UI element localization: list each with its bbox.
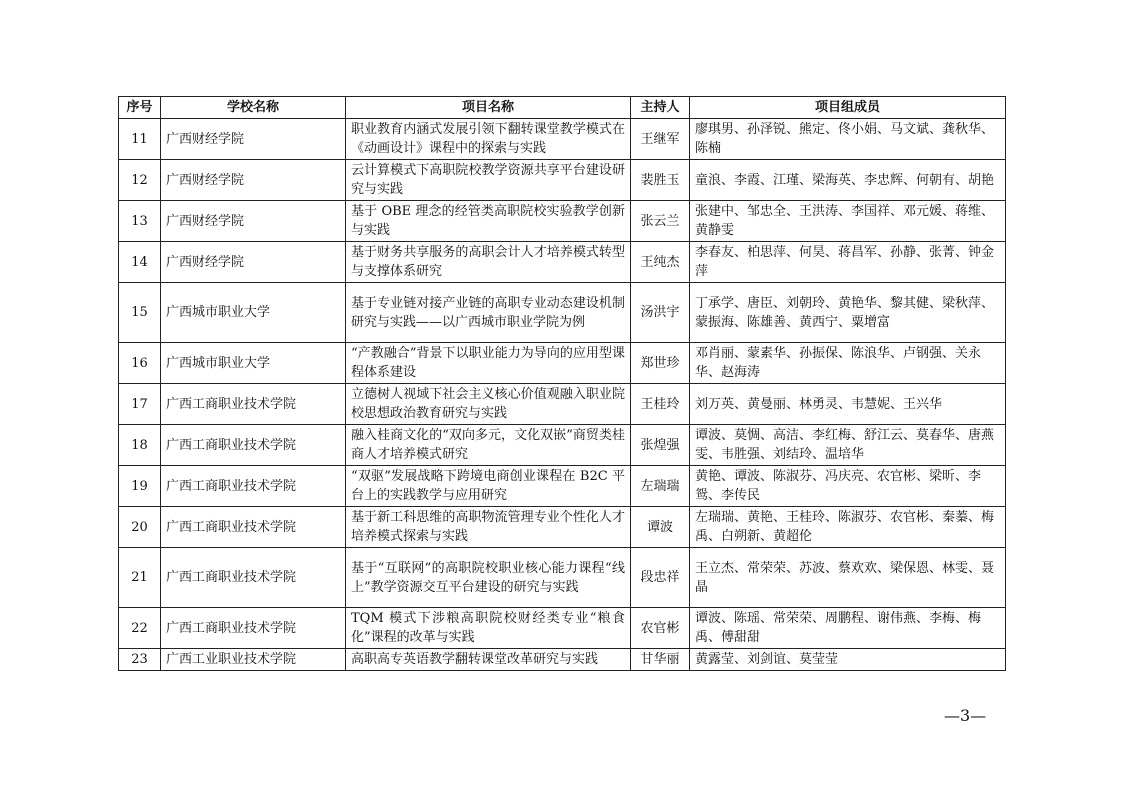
cell-serial-number: 23 — [119, 649, 161, 671]
cell-members: 谭波、陈瑶、常荣荣、周鹏程、谢伟燕、李梅、梅禹、傅甜甜 — [690, 608, 1006, 649]
cell-school-name: 广西财经学院 — [161, 201, 346, 242]
cell-project-name: 融入桂商文化的“双向多元，文化双嵌”商贸类桂商人才培养模式研究 — [346, 425, 631, 466]
cell-project-name: TQM 模式下涉粮高职院校财经类专业“粮食化”课程的改革与实践 — [346, 608, 631, 649]
cell-host: 张煌强 — [631, 425, 690, 466]
cell-project-name: 云计算模式下高职院校教学资源共享平台建设研究与实践 — [346, 160, 631, 201]
table-row — [119, 201, 1006, 242]
header-host: 主持人 — [631, 97, 690, 119]
cell-school-name: 广西工商职业技术学院 — [161, 548, 346, 608]
cell-host: 郑世珍 — [631, 343, 690, 384]
cell-members: 邓肖丽、蒙素华、孙振保、陈浪华、卢钢强、关永华、赵海涛 — [690, 343, 1006, 384]
cell-host: 段忠祥 — [631, 548, 690, 608]
cell-members: 黄艳、谭波、陈淑芬、冯庆亮、农官彬、梁昕、李鸳、李传民 — [690, 466, 1006, 507]
cell-serial-number: 19 — [119, 466, 161, 507]
cell-host: 汤洪宇 — [631, 283, 690, 343]
cell-members: 李春友、柏思萍、何昊、蒋昌军、孙静、张菁、钟金萍 — [690, 242, 1006, 283]
cell-host: 农官彬 — [631, 608, 690, 649]
table-row — [119, 160, 1006, 201]
cell-school-name: 广西工商职业技术学院 — [161, 425, 346, 466]
cell-members: 黄露莹、刘剑谊、莫莹莹 — [690, 649, 1006, 671]
cell-host: 甘华丽 — [631, 649, 690, 671]
table-row — [119, 608, 1006, 649]
cell-school-name: 广西财经学院 — [161, 242, 346, 283]
cell-project-name: 基于专业链对接产业链的高职专业动态建设机制研究与实践——以广西城市职业学院为例 — [346, 283, 631, 343]
cell-members: 丁承学、唐臣、刘朝玲、黄艳华、黎其健、梁秋萍、蒙振海、陈雄善、黄西宁、粟增富 — [690, 283, 1006, 343]
header-project-name: 项目名称 — [346, 97, 631, 119]
cell-serial-number: 16 — [119, 343, 161, 384]
cell-school-name: 广西工业职业技术学院 — [161, 649, 346, 671]
cell-project-name: 立德树人视域下社会主义核心价值观融入职业院校思想政治教育研究与实践 — [346, 384, 631, 425]
cell-serial-number: 13 — [119, 201, 161, 242]
cell-serial-number: 17 — [119, 384, 161, 425]
cell-project-name: 基于新工科思维的高职物流管理专业个性化人才培养模式探索与实践 — [346, 507, 631, 548]
cell-serial-number: 21 — [119, 548, 161, 608]
cell-members: 王立杰、常荣荣、苏波、蔡欢欢、梁保恩、林雯、聂晶 — [690, 548, 1006, 608]
cell-school-name: 广西城市职业大学 — [161, 343, 346, 384]
cell-serial-number: 12 — [119, 160, 161, 201]
cell-project-name: “产教融合”背景下以职业能力为导向的应用型课程体系建设 — [346, 343, 631, 384]
header-serial-number: 序号 — [119, 97, 161, 119]
cell-host: 谭波 — [631, 507, 690, 548]
cell-host: 王继军 — [631, 119, 690, 160]
cell-project-name: 基于 OBE 理念的经管类高职院校实验教学创新与实践 — [346, 201, 631, 242]
cell-host: 张云兰 — [631, 201, 690, 242]
cell-host: 王纯杰 — [631, 242, 690, 283]
page-number: —3— — [944, 706, 987, 725]
table-header-row — [119, 97, 1006, 119]
cell-members: 张建中、邹忠全、王洪涛、李国祥、邓元媛、蒋维、黄静雯 — [690, 201, 1006, 242]
header-members: 项目组成员 — [690, 97, 1006, 119]
cell-host: 裴胜玉 — [631, 160, 690, 201]
table-row — [119, 343, 1006, 384]
cell-host: 左瑞瑞 — [631, 466, 690, 507]
cell-project-name: 职业教育内涵式发展引领下翻转课堂教学模式在《动画设计》课程中的探索与实践 — [346, 119, 631, 160]
cell-school-name: 广西工商职业技术学院 — [161, 466, 346, 507]
cell-members: 童浪、李霞、江瑾、梁海英、李忠辉、何朝有、胡艳 — [690, 160, 1006, 201]
header-school-name: 学校名称 — [161, 97, 346, 119]
table-row — [119, 242, 1006, 283]
cell-serial-number: 18 — [119, 425, 161, 466]
table-row — [119, 384, 1006, 425]
cell-members: 廖琪男、孙泽锐、熊定、佟小娟、马文斌、龚秋华、陈楠 — [690, 119, 1006, 160]
cell-project-name: 高职高专英语教学翻转课堂改革研究与实践 — [346, 649, 631, 671]
cell-members: 谭波、莫惆、高洁、李红梅、舒江云、莫春华、唐燕雯、韦胜强、刘结玲、温培华 — [690, 425, 1006, 466]
table-row — [119, 283, 1006, 343]
cell-host: 王桂玲 — [631, 384, 690, 425]
table-row — [119, 548, 1006, 608]
table-row — [119, 507, 1006, 548]
cell-school-name: 广西财经学院 — [161, 119, 346, 160]
cell-project-name: 基于“互联网”的高职院校职业核心能力课程“线上”教学资源交互平台建设的研究与实践 — [346, 548, 631, 608]
table-row — [119, 119, 1006, 160]
cell-project-name: 基于财务共享服务的高职会计人才培养模式转型与支撑体系研究 — [346, 242, 631, 283]
table-row — [119, 649, 1006, 671]
cell-school-name: 广西工商职业技术学院 — [161, 384, 346, 425]
table-row — [119, 425, 1006, 466]
cell-members: 刘万英、黄曼丽、林勇灵、韦慧妮、王兴华 — [690, 384, 1006, 425]
cell-members: 左瑞瑞、黄艳、王桂玲、陈淑芬、农官彬、秦蓁、梅禹、白朔新、黄超伦 — [690, 507, 1006, 548]
cell-school-name: 广西财经学院 — [161, 160, 346, 201]
cell-school-name: 广西城市职业大学 — [161, 283, 346, 343]
cell-school-name: 广西工商职业技术学院 — [161, 608, 346, 649]
cell-school-name: 广西工商职业技术学院 — [161, 507, 346, 548]
table-row — [119, 466, 1006, 507]
cell-serial-number: 15 — [119, 283, 161, 343]
cell-serial-number: 20 — [119, 507, 161, 548]
cell-project-name: “双驱”发展战略下跨境电商创业课程在 B2C 平台上的实践教学与应用研究 — [346, 466, 631, 507]
cell-serial-number: 22 — [119, 608, 161, 649]
cell-serial-number: 11 — [119, 119, 161, 160]
cell-serial-number: 14 — [119, 242, 161, 283]
project-table — [118, 96, 1006, 671]
